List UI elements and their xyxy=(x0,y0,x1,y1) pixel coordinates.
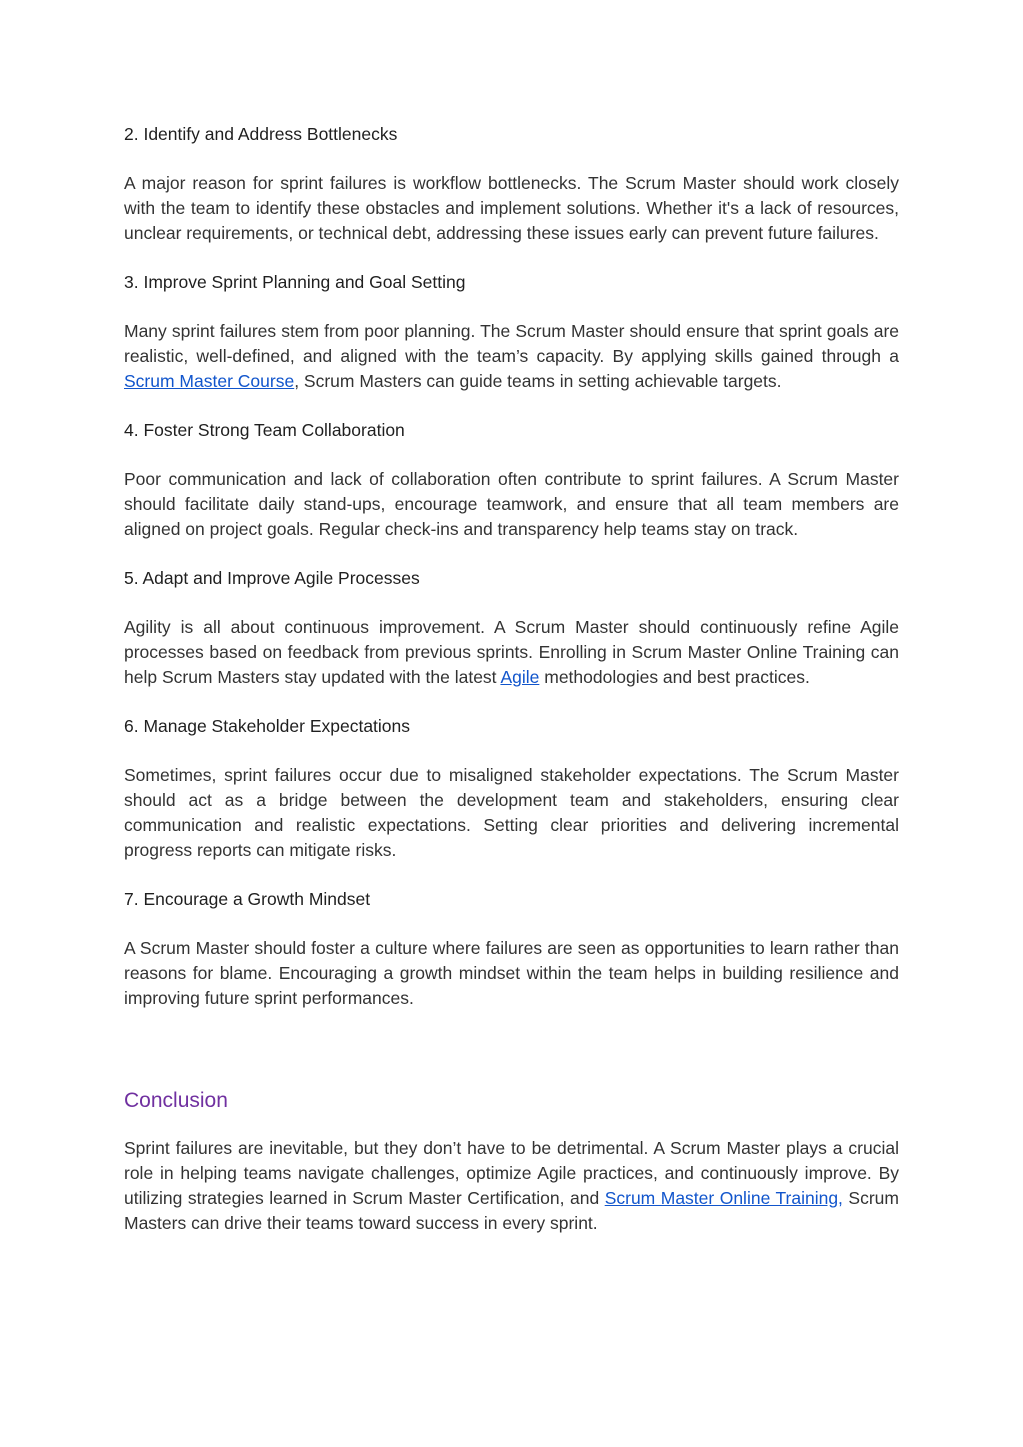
section-heading-stakeholder: 6. Manage Stakeholder Expectations xyxy=(124,716,411,736)
section-heading-bottlenecks: 2. Identify and Address Bottlenecks xyxy=(124,124,398,144)
section-body-stakeholder: Sometimes, sprint failures occur due to misaligned stakeholder expectations. The Scrum Master should act as a bridge between the development team and stakeholders, ensuring clear communication and realistic expectations. Setting clear priorities and delivering incremental progress reports can mitigate risks. xyxy=(124,765,899,860)
section-body-collaboration: Poor communication and lack of collaboration often contribute to sprint failures. A Scrum Master should facilitate daily stand-ups, encourage teamwork, and ensure that all team members are aligned on project goals. Regular check-ins and transparency help teams stay on track. xyxy=(124,469,899,539)
conclusion-heading: Conclusion xyxy=(124,1089,228,1112)
scrum-master-course-link[interactable]: Scrum Master Course xyxy=(124,371,295,391)
body-text-after-link: methodologies and best practices. xyxy=(539,667,810,687)
conclusion-body xyxy=(124,1136,899,1236)
section-heading-growth-mindset: 7. Encourage a Growth Mindset xyxy=(124,889,371,909)
body-text-before-link: Sprint failures are inevitable, but they don’t have to be detrimental. A Scrum Master plays a crucial role in helping teams navigate challenges, optimize Agile practices, and continuously improve. By utilizing strategies learned in Scrum Master Certification, and xyxy=(124,1138,899,1208)
body-text-before-link: Many sprint failures stem from poor planning. The Scrum Master should ensure that sprint goals are realistic, well-defined, and aligned with the team’s capacity. By applying skills gained through a xyxy=(124,321,899,366)
document-page xyxy=(124,122,899,1236)
body-text-before-link: Agility is all about continuous improvement. A Scrum Master should continuously refine Agile processes based on feedback from previous sprints. Enrolling in Scrum Master Online Training can help Scrum Masters stay updated with the latest xyxy=(124,617,899,687)
section-body-growth-mindset: A Scrum Master should foster a culture where failures are seen as opportunities to learn rather than reasons for blame. Encouraging a growth mindset within the team helps in building resilience and improving future sprint performances. xyxy=(124,938,899,1008)
section-heading-agile-processes: 5. Adapt and Improve Agile Processes xyxy=(124,568,420,588)
section-body-sprint-planning xyxy=(124,319,899,394)
body-text-after-link: Scrum Masters can drive their teams toward success in every sprint. xyxy=(124,1188,899,1233)
section-body-bottlenecks: A major reason for sprint failures is workflow bottlenecks. The Scrum Master should work closely with the team to identify these obstacles and implement solutions. Whether it's a lack of resources, unclear requirements, or technical debt, addressing these issues early can prevent future failures. xyxy=(124,173,899,243)
body-text-after-link: , Scrum Masters can guide teams in setting achievable targets. xyxy=(294,371,782,391)
scrum-master-online-training-link[interactable]: Scrum Master Online Training, xyxy=(604,1188,843,1208)
section-heading-sprint-planning: 3. Improve Sprint Planning and Goal Setting xyxy=(124,272,466,292)
agile-link[interactable]: Agile xyxy=(500,667,540,687)
section-body-agile-processes xyxy=(124,615,899,690)
section-heading-collaboration: 4. Foster Strong Team Collaboration xyxy=(124,420,405,440)
